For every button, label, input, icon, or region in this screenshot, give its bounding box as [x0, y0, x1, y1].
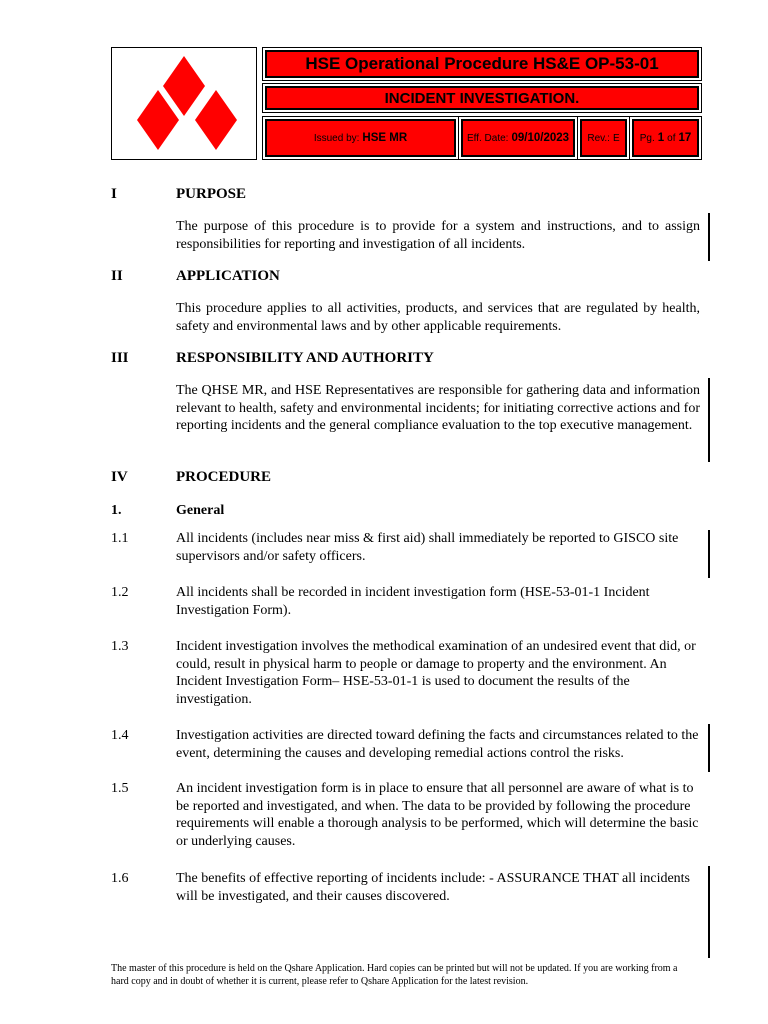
effective-date-label: Eff. Date: [466, 132, 509, 144]
effective-date-cell [461, 119, 575, 157]
section-number-procedure: IV [111, 469, 128, 485]
effective-date-value: 09/10/2023 [511, 132, 570, 144]
revision-bar [708, 378, 710, 462]
section-title-application: APPLICATION [176, 268, 280, 284]
issued-by-label: Issued by: [313, 132, 360, 144]
revision-label: Rev.: [587, 132, 610, 144]
logo-diamond-right [195, 90, 237, 150]
page-of: of [667, 132, 676, 144]
responsibility-paragraph: The QHSE MR, and HSE Representatives are responsible for gathering data and information relevant to health, safety and environmental incidents; for initiating corrective actions and for reporting incidents and the general compliance evaluation to the top executive management. [176, 383, 700, 433]
company-logo [111, 47, 257, 160]
item-number: 1.3 [111, 639, 129, 654]
section-number-application: II [111, 268, 123, 284]
item-number: 1.1 [111, 531, 129, 546]
item-text: The benefits of effective reporting of incidents include: - ASSURANCE THAT all incidents will be investigated, and their causes discovered. [176, 871, 691, 904]
item-number: 1.5 [111, 781, 129, 796]
document-subtitle: INCIDENT INVESTIGATION. [265, 86, 699, 110]
issued-by-value: HSE MR [362, 132, 408, 144]
issued-by-cell [265, 119, 456, 157]
item-text: All incidents (includes near miss & first aid) shall immediately be reported to GISCO site supervisors and/or safety officers. [176, 531, 679, 564]
section-number-purpose: I [111, 186, 117, 202]
revision-bar [708, 213, 710, 261]
revision-bar [708, 866, 710, 958]
page-current: 1 [657, 132, 665, 144]
section-title-responsibility: RESPONSIBILITY AND AUTHORITY [176, 350, 434, 366]
item-text: An incident investigation form is in place to ensure that all personnel are aware of what is to be reported and investigated, and when. The data to be provided by following the procedure requirements will enable a thorough analysis to be performed, which will determine the basic or underlying causes. [176, 781, 699, 849]
item-text: Incident investigation involves the methodical examination of an undesired event that did, or could, result in physical harm to people or damage to property and the environment. An Incident Investigation Form– HSE-53-01-1 is used to document the results of the investigation. [176, 639, 696, 707]
section-number-responsibility: III [111, 350, 129, 366]
document-title: HSE Operational Procedure HS&E OP-53-01 [265, 50, 699, 78]
item-text: Investigation activities are directed toward defining the facts and circumstances related to the event, determining the causes and developing remedial actions control the risks. [176, 728, 699, 761]
revision-cell [580, 119, 627, 157]
revision-bar [708, 724, 710, 772]
item-text: All incidents shall be recorded in incident investigation form (HSE-53-01-1 Incident Investigation Form). [176, 585, 650, 618]
revision-bar [708, 530, 710, 578]
item-number: 1.2 [111, 585, 129, 600]
page-label: Pg. [639, 132, 655, 144]
purpose-paragraph: The purpose of this procedure is to provide for a system and instructions, and to assign responsibilities for reporting and investigation of all incidents. [176, 219, 700, 252]
application-paragraph: This procedure applies to all activities, products, and services that are regulated by health, safety and environmental laws and by other applicable requirements. [176, 301, 700, 334]
subsection-number-general: 1. [111, 503, 122, 518]
diamond-logo-icon [112, 48, 258, 161]
item-number: 1.4 [111, 728, 129, 743]
document-control-footer: The master of this procedure is held on the Qshare Application. Hard copies can be printed but will not be updated. If you are working from a hard copy and in doubt of whether it is current, please refer to Qshare Application for the latest revision. [111, 963, 678, 987]
page-total: 17 [678, 132, 692, 144]
section-title-purpose: PURPOSE [176, 186, 247, 202]
subsection-title-general: General [176, 503, 225, 518]
revision-value: E [612, 132, 620, 144]
page-number-cell [632, 119, 699, 157]
item-number: 1.6 [111, 871, 129, 886]
section-title-procedure: PROCEDURE [176, 469, 272, 485]
